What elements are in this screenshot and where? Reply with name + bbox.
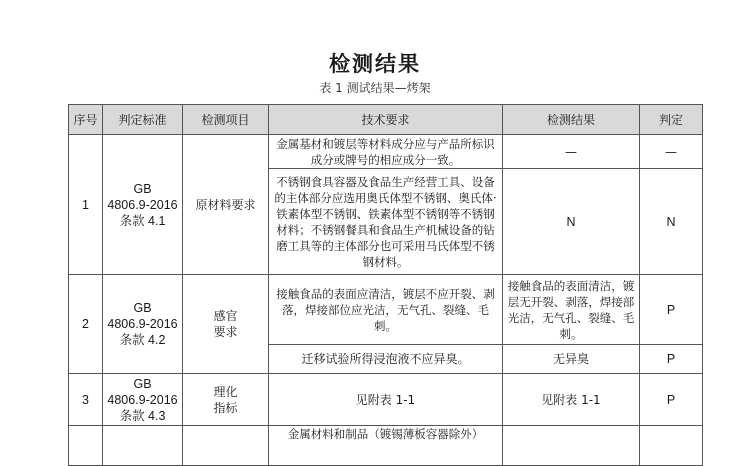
table-row bbox=[69, 426, 703, 466]
item-line: 指标 bbox=[213, 400, 238, 415]
item-line: 要求 bbox=[213, 325, 238, 339]
row-requirement: 金属材料和制品（镀锡薄板容器除外） bbox=[269, 426, 503, 466]
row-requirement: 迁移试验所得浸泡液不应异臭。 bbox=[269, 345, 503, 374]
row-verdict bbox=[640, 426, 703, 466]
table-caption: 表 1 测试结果—烤架 bbox=[319, 81, 431, 95]
row-no: 1 bbox=[69, 135, 103, 275]
standard-line: 条款 4.1 bbox=[119, 213, 166, 228]
table-row bbox=[69, 275, 703, 345]
standard-line: 条款 4.3 bbox=[119, 408, 166, 423]
header-requirement: 技术要求 bbox=[269, 105, 503, 135]
row-standard bbox=[103, 426, 183, 466]
row-result: 无异臭 bbox=[503, 345, 640, 374]
row-requirement: 见附表 1-1 bbox=[269, 374, 503, 426]
standard-line: 条款 4.2 bbox=[119, 333, 166, 347]
item-line: 理化 bbox=[213, 384, 238, 399]
row-result: 接触食品的表面清洁，镀层无开裂、剥落，焊接部光洁，无气孔、裂缝、毛刺。 bbox=[503, 275, 640, 345]
row-result: — bbox=[503, 135, 640, 169]
item-line: 感官 bbox=[213, 309, 238, 323]
standard-line: GB bbox=[133, 301, 152, 315]
test-result-table bbox=[68, 104, 703, 466]
row-verdict: P bbox=[640, 345, 703, 374]
header-item: 检测项目 bbox=[183, 105, 269, 135]
row-no: 2 bbox=[69, 275, 103, 374]
row-no bbox=[69, 426, 103, 466]
row-requirement: 不锈钢食具容器及食品生产经营工具、设备的主体部分应选用奥氏体型不锈钢、奥氏体·铁素体型不锈钢、铁素体型不锈钢等不锈钢材料；不锈钢餐具和食品生产机械设备的钻磨工具等的主体部分也可采用马氏体型不锈钢材料。 bbox=[269, 169, 503, 275]
standard-line: 4806.9-2016 bbox=[107, 197, 178, 212]
row-result: N bbox=[503, 169, 640, 275]
row-requirement: 接触食品的表面应清洁，镀层不应开裂、剥落，焊接部位应光洁，无气孔、裂缝、毛刺。 bbox=[269, 275, 503, 345]
header-no: 序号 bbox=[69, 105, 103, 135]
table-row bbox=[69, 135, 703, 169]
row-standard bbox=[103, 135, 183, 275]
row-item bbox=[183, 426, 269, 466]
row-verdict: — bbox=[640, 135, 703, 169]
row-standard bbox=[103, 275, 183, 374]
table-header-row bbox=[69, 105, 703, 135]
standard-line: GB bbox=[133, 376, 152, 391]
standard-line: 4806.9-2016 bbox=[107, 392, 178, 407]
row-result bbox=[503, 426, 640, 466]
row-item bbox=[183, 374, 269, 426]
row-standard bbox=[103, 374, 183, 426]
header-result: 检测结果 bbox=[503, 105, 640, 135]
row-item: 原材料要求 bbox=[183, 135, 269, 275]
row-verdict: N bbox=[640, 169, 703, 275]
row-verdict: P bbox=[640, 374, 703, 426]
standard-line: GB bbox=[133, 181, 152, 196]
row-item bbox=[183, 275, 269, 374]
standard-line: 4806.9-2016 bbox=[107, 317, 178, 331]
table-row bbox=[69, 374, 703, 426]
header-standard: 判定标准 bbox=[103, 105, 183, 135]
row-result: 见附表 1-1 bbox=[503, 374, 640, 426]
row-requirement: 金属基材和镀层等材料成分应与产品所标识成分或牌号的相应成分一致。 bbox=[269, 135, 503, 169]
row-verdict: P bbox=[640, 275, 703, 345]
page-title: 检测结果 bbox=[329, 52, 421, 76]
header-verdict: 判定 bbox=[640, 105, 703, 135]
row-no: 3 bbox=[69, 374, 103, 426]
